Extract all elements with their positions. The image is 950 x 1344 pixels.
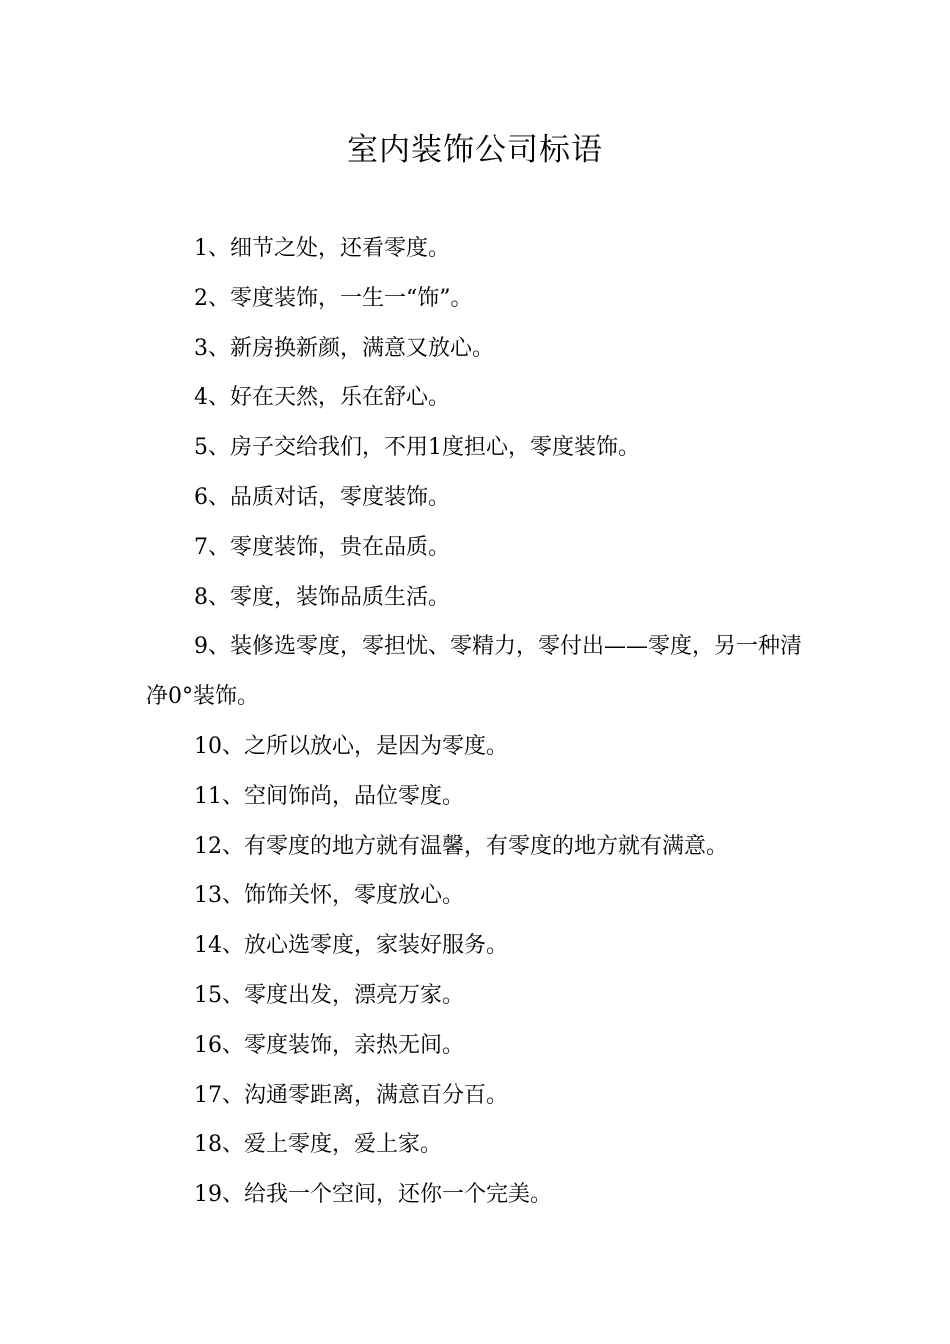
- list-item: 6、品质对话，零度装饰。: [194, 484, 450, 510]
- list-item: 9、装修选零度，零担忧、零精力，零付出——零度，另一种清净0°装饰。: [146, 634, 802, 710]
- document-title: 室内装饰公司标语: [347, 132, 603, 168]
- list-item: 13、饰饰关怀，零度放心。: [194, 883, 464, 909]
- list-item: 18、爱上零度，爱上家。: [194, 1132, 442, 1158]
- list-item: 15、零度出发，漂亮万家。: [194, 982, 464, 1008]
- list-item: 7、零度装饰，贵在品质。: [194, 534, 450, 560]
- list-item: 12、有零度的地方就有温馨，有零度的地方就有满意。: [194, 833, 728, 859]
- list-item: 11、空间饰尚，品位零度。: [194, 783, 464, 809]
- list-item: 1、细节之处，还看零度。: [194, 236, 450, 261]
- list-item: 2、零度装饰，一生一“饰”。: [194, 285, 473, 311]
- list-item: 3、新房换新颜，满意又放心。: [194, 335, 494, 361]
- slogan-list: [146, 224, 806, 1220]
- list-item: 4、好在天然，乐在舒心。: [194, 385, 450, 411]
- list-item: 10、之所以放心，是因为零度。: [194, 733, 508, 759]
- list-item: 16、零度装饰，亲热无间。: [194, 1032, 464, 1058]
- list-item: 19、给我一个空间，还你一个完美。: [194, 1182, 552, 1208]
- list-item: 5、房子交给我们，不用1度担心，零度装饰。: [194, 435, 640, 461]
- list-item: 17、沟通零距离，满意百分百。: [194, 1082, 508, 1108]
- list-item: 14、放心选零度，家装好服务。: [194, 933, 508, 959]
- list-item: 8、零度，装饰品质生活。: [194, 584, 450, 610]
